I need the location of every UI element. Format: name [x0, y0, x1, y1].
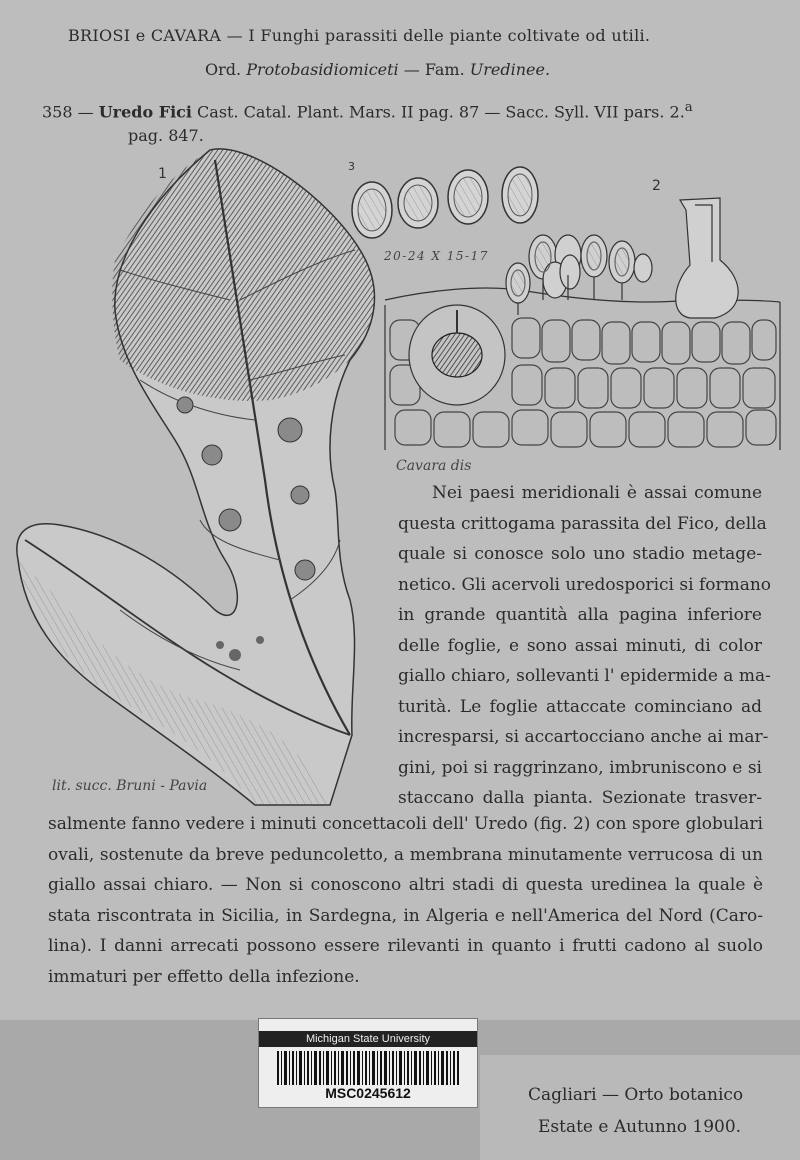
text-line: giallo chiaro, sollevanti l' epidermide a ma- [398, 666, 771, 686]
text-line: delle foglie, e sono assai minuti, di color [398, 635, 762, 656]
text-line: gini, poi si raggrinzano, imbruniscono e si [398, 757, 762, 778]
text-line: immaturi per effetto della infezione. [48, 966, 360, 987]
barcode-label [258, 1018, 478, 1108]
signature-place: Cagliari — Orto botanico [528, 1085, 744, 1105]
species-entry: 358 — Uredo Fici Cast. Catal. Plant. Mars. II pag. 87 — Sacc. Syll. VII pars. 2.$^a$ [42, 100, 693, 122]
barcode-institution: Michigan State University [259, 1031, 477, 1047]
species-name: Uredo Fici [98, 102, 192, 122]
family-name: Uredinee. [469, 60, 551, 79]
description-full-width [48, 809, 763, 992]
text-line: quale si conosce solo uno stadio metage- [398, 544, 762, 564]
text-line: ovali, sostenute da breve peduncoletto, a membrana minutamente verrucosa di un [48, 844, 763, 865]
artist-signature: Cavara dis [396, 458, 472, 474]
signature-date: Estate e Autunno 1900. [538, 1117, 742, 1137]
figure-label-3: 3 [348, 160, 355, 173]
figure-2-cross-section [385, 198, 780, 450]
text-line: questa crittogama parassita del Fico, della [398, 513, 767, 534]
text-line: giallo assai chiaro. — Non si conoscono altri stadi di questa uredinea la quale è [48, 875, 763, 895]
spore-size-label: 20-24 X 15-17 [384, 249, 489, 263]
classification-line: Ord. Protobasidiomiceti — Fam. Uredinee. [205, 60, 551, 79]
barcode-icon [277, 1051, 459, 1085]
text-line: in grande quantità alla pagina inferiore [398, 605, 762, 625]
figure-label-1: 1 [158, 166, 167, 182]
figure-3-spores [352, 167, 538, 238]
text-line: Nei paesi meridionali è assai comune [432, 483, 762, 503]
description-right-column [398, 478, 772, 814]
lithographer-credit: lit. succ. Bruni - Pavia [52, 778, 208, 794]
barcode-id: MSC0245612 [325, 1085, 411, 1101]
lower-right-label [480, 1055, 800, 1160]
text-line: incresparsi, si accartocciano anche ai mar- [398, 727, 769, 747]
species-entry-page: pag. 847. [128, 126, 204, 145]
order-name: Protobasidiomiceti [246, 60, 399, 79]
text-line: lina). I danni arrecati possono essere rilevanti in quanto i frutti cadono al suolo [48, 936, 763, 956]
figure-1-leaf [17, 149, 375, 805]
page-header: BRIOSI e CAVARA — I Funghi parassiti delle piante coltivate od utili. [68, 26, 651, 45]
text-line: turità. Le foglie attaccate cominciano ad [398, 696, 762, 717]
text-line: staccano dalla pianta. Sezionate trasver- [398, 788, 762, 808]
text-line: netico. Gli acervoli uredosporici si formano [398, 574, 772, 595]
text-line: salmente fanno vedere i minuti concettacoli dell' Uredo (fig. 2) con spore globulari [48, 814, 763, 834]
figure-label-2: 2 [652, 178, 661, 194]
text-line: stata riscontrata in Sicilia, in Sardegna, in Algeria e nell'America del Nord (Caro- [48, 905, 763, 926]
